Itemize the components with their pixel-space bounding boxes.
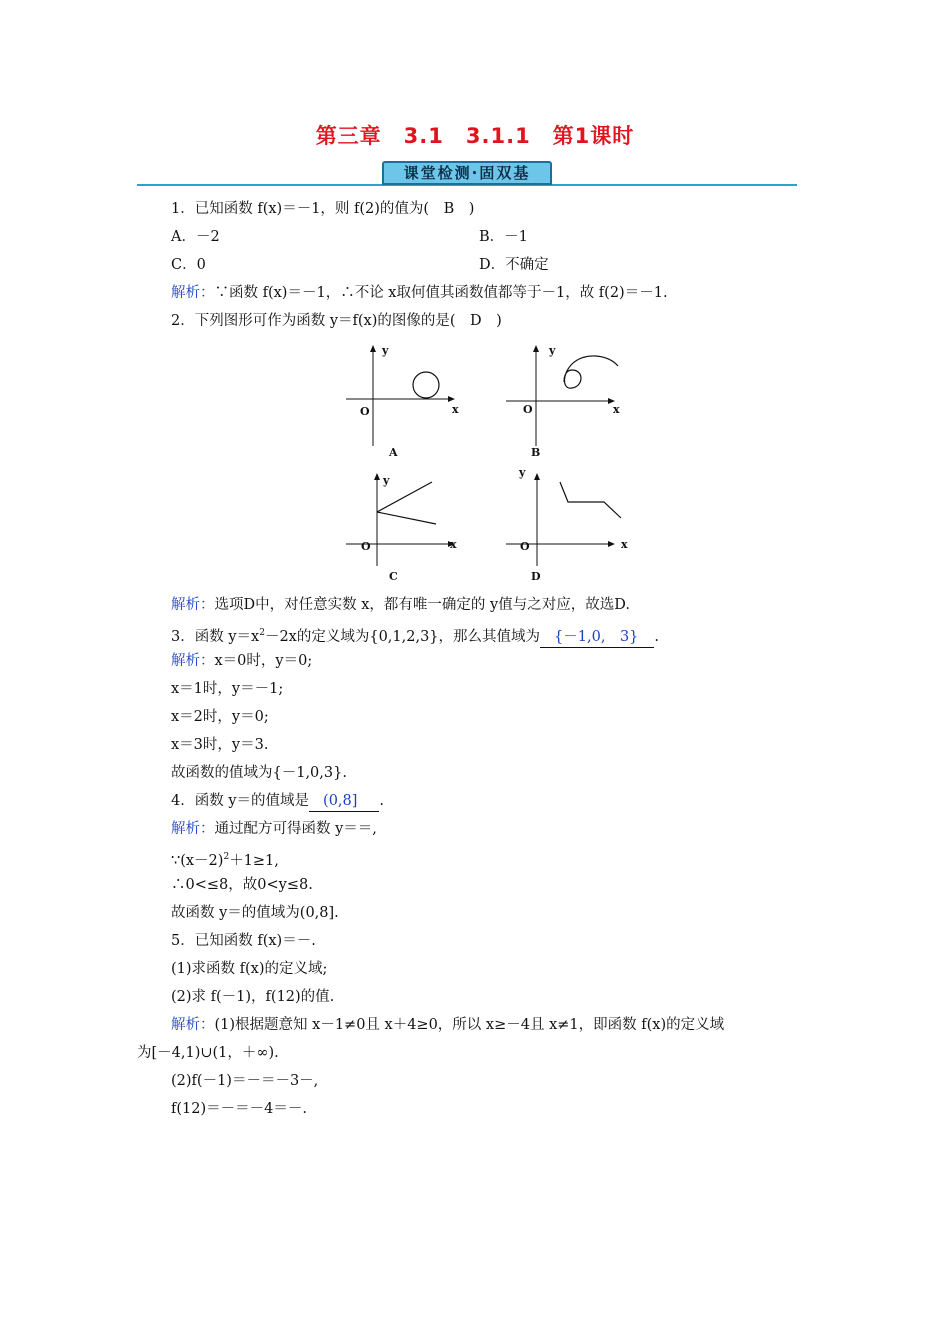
y-axis-arrow <box>374 473 380 480</box>
lower-ray <box>377 512 436 524</box>
graph-b-origin: O <box>523 403 533 416</box>
q4-stem: 4．函数 y＝的值域是 (0,8] . <box>171 791 384 812</box>
graph-c <box>340 470 470 570</box>
graph-a-label: A <box>389 446 398 459</box>
y-axis-arrow <box>370 345 376 352</box>
q5-stem: 5．已知函数 f(x)＝－. <box>171 933 316 949</box>
circle-curve <box>413 372 439 398</box>
graph-b-label: B <box>531 446 541 459</box>
graph-a <box>340 342 470 450</box>
loop-curve <box>564 356 618 388</box>
q3-analysis-line-5: 故函数的值域为{－1,0,3}. <box>171 765 347 781</box>
x-axis-arrow <box>608 541 615 547</box>
q5-analysis-line-3: (2)f(－1)＝－＝－3－, <box>171 1073 319 1089</box>
graph-d-label: D <box>531 570 541 583</box>
q1-option-b: B．－1 <box>479 229 528 245</box>
q4-analysis-line-4: 故函数 y＝的值域为(0,8]. <box>171 905 339 921</box>
graph-a-y-label: y <box>382 344 389 357</box>
x-axis-arrow <box>448 396 455 402</box>
q2-analysis: 解析：选项D中，对任意实数 x，都有唯一确定的 y值与之对应，故选D. <box>171 597 630 613</box>
graph-a-origin: O <box>360 405 370 418</box>
q4-analysis-line-2: $\because(x-2)^2+1\ge 1$, <box>171 852 279 869</box>
q5-analysis-line-1: 解析：(1)根据题意知 x－1≠0且 x＋4≥0，所以 x≥－4且 x≠1，即函数 f(x)的定义域 <box>171 1017 725 1033</box>
graph-b <box>500 342 630 450</box>
q1-option-c: C．0 <box>171 257 206 273</box>
analysis-label: 解析： <box>171 597 215 613</box>
q1-option-a: A．－2 <box>171 229 220 245</box>
graph-d-y-label: y <box>519 466 526 479</box>
graph-c-label: C <box>389 570 398 583</box>
graph-d <box>500 470 630 570</box>
q4-analysis-line-1: 解析：通过配方可得函数 y＝＝, <box>171 821 377 837</box>
piecewise-line <box>560 482 621 518</box>
analysis-label: 解析： <box>171 653 215 669</box>
q1-analysis: 解析：∵函数 f(x)＝－1，∴不论 x取何值其函数值都等于－1，故 f(2)＝－1. <box>171 285 668 301</box>
q1-option-d: D．不确定 <box>479 257 549 273</box>
graph-d-origin: O <box>520 540 530 553</box>
graph-a-x-label: x <box>452 403 459 416</box>
q3-analysis-line-3: x＝2时，y＝0; <box>171 709 269 725</box>
q5-analysis-line-2: 为[－4,1)∪(1，＋∞). <box>137 1045 279 1061</box>
q5-analysis-line-4: f(12)＝－＝－4＝－. <box>171 1101 307 1117</box>
page-title: 第三章 3.1 3.1.1 第1课时 <box>315 124 635 148</box>
q2-stem: 2．下列图形可作为函数 y＝f(x)的图像的是( D ) <box>171 313 502 329</box>
graph-b-x-label: x <box>613 403 620 416</box>
q3-analysis-line-4: x＝3时，y＝3. <box>171 737 269 753</box>
q3-analysis-line-1: 解析：x＝0时，y＝0; <box>171 653 313 669</box>
analysis-label: 解析： <box>171 821 215 837</box>
graph-c-x-label: x <box>450 538 457 551</box>
q5-sub-1: (1)求函数 f(x)的定义域; <box>171 961 328 977</box>
graph-d-x-label: x <box>621 538 628 551</box>
q3-answer-blank: {－1,0, 3} <box>540 627 654 648</box>
section-banner: 课堂检测·固双基 <box>382 161 552 185</box>
q4-analysis-line-3: ∴0<≤8，故0<y≤8. <box>171 877 313 893</box>
graph-c-origin: O <box>361 540 371 553</box>
q1-stem: 1．已知函数 f(x)＝－1，则 f(2)的值为( B ) <box>171 201 475 217</box>
q4-answer-blank: (0,8] <box>309 791 379 812</box>
q3-analysis-line-2: x＝1时，y＝－1; <box>171 681 284 697</box>
q3-stem: 3．函数 $y=x^2-2x$的定义域为{0,1,2,3}，那么其值域为 {－1,0, 3} . <box>171 623 659 648</box>
analysis-label: 解析： <box>171 285 215 301</box>
y-axis-arrow <box>533 345 539 352</box>
q5-sub-2: (2)求 f(－1)，f(12)的值. <box>171 989 335 1005</box>
graph-c-y-label: y <box>383 474 390 487</box>
analysis-label: 解析： <box>171 1017 215 1033</box>
y-axis-arrow <box>534 473 540 480</box>
graph-b-y-label: y <box>549 344 556 357</box>
